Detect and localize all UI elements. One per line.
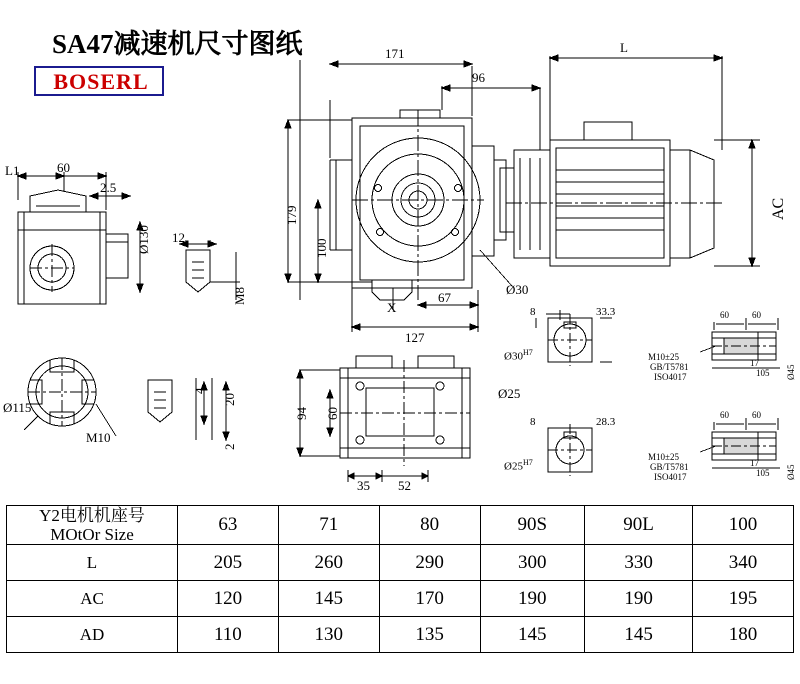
dim-AC: AC — [770, 197, 787, 220]
cell-AD-3: 145 — [480, 617, 585, 653]
page-title: SA47减速机尺寸图纸 — [52, 29, 303, 59]
dim-X: X — [387, 300, 397, 315]
dim-M10: M10 — [86, 430, 111, 445]
cell-size-4: 90L — [585, 506, 693, 545]
cell-AD-1: 130 — [278, 617, 379, 653]
cell-size-5: 100 — [693, 506, 794, 545]
dim-20: 20 — [222, 393, 237, 406]
dim-key-m10-a: M10±25 — [648, 352, 679, 362]
dim-60-left: 60 — [325, 407, 340, 420]
dim-key-gb-a: GB/T5781 — [650, 362, 689, 372]
cell-L-5: 340 — [693, 545, 794, 581]
dim-key-d45-b: Ø45 — [786, 464, 796, 480]
dim-d115: Ø115 — [3, 400, 32, 415]
dim-key-gb-b: GB/T5781 — [650, 462, 689, 472]
dim-key-iso-a: ISO4017 — [654, 372, 687, 382]
dim-key-105-a: 105 — [756, 368, 770, 378]
dim-12: 12 — [172, 230, 185, 245]
dim-8-upper: 8 — [530, 306, 536, 318]
dim-key-17-b: 17 — [750, 458, 759, 468]
dim-179: 179 — [284, 205, 299, 225]
dim-key-m10-b: M10±25 — [648, 452, 679, 462]
dim-28p3: 28.3 — [596, 416, 616, 428]
cell-size-3: 90S — [480, 506, 585, 545]
dim-33p3: 33.3 — [596, 306, 616, 318]
cell-AD-0: 110 — [178, 617, 279, 653]
dim-L1: L1 — [5, 163, 20, 178]
cell-L-1: 260 — [278, 545, 379, 581]
cell-AC-0: 120 — [178, 581, 279, 617]
dim-2: 2 — [222, 443, 237, 450]
dim-L: L — [620, 40, 628, 55]
cell-AC-1: 145 — [278, 581, 379, 617]
dim-d130: Ø130 — [136, 225, 151, 254]
dim-96: 96 — [472, 70, 485, 85]
dim-key-60-d: 60 — [752, 410, 761, 420]
table-row-AD — [7, 617, 794, 653]
cell-size-2: 80 — [379, 506, 480, 545]
cell-AC-5: 195 — [693, 581, 794, 617]
cell-AD-5: 180 — [693, 617, 794, 653]
dim-d30-h7: $Ø30^{H7}$ — [504, 348, 533, 363]
cell-AD-4: 145 — [585, 617, 693, 653]
cell-L-4: 330 — [585, 545, 693, 581]
dim-52: 52 — [398, 478, 411, 493]
dim-60-topleft: 60 — [57, 160, 70, 175]
dim-key-60-a: 60 — [720, 310, 729, 320]
dim-94: 94 — [294, 407, 309, 420]
spec-table — [6, 505, 794, 653]
cell-size-1: 71 — [278, 506, 379, 545]
dim-key-iso-b: ISO4017 — [654, 472, 687, 482]
table-row-L — [7, 545, 794, 581]
dim-35: 35 — [357, 478, 370, 493]
row-header-motor-size-en: MOtOr Size — [50, 525, 134, 544]
dim-127: 127 — [405, 330, 425, 345]
dim-2p5: 2.5 — [100, 180, 117, 195]
dim-4: 4 — [192, 387, 207, 394]
cell-L-3: 300 — [480, 545, 585, 581]
cell-AD-2: 135 — [379, 617, 480, 653]
dim-171: 171 — [385, 46, 405, 61]
cell-AC-3: 190 — [480, 581, 585, 617]
dim-d30: Ø30 — [506, 282, 529, 297]
dim-M8: M8 — [232, 286, 247, 305]
dim-d25-h7: $Ø25^{H7}$ — [504, 458, 533, 473]
table-row-motor-size — [7, 506, 794, 545]
row-header-AC: AC — [7, 581, 178, 617]
cell-L-0: 205 — [178, 545, 279, 581]
dim-8-lower: 8 — [530, 416, 536, 428]
dim-key-60-b: 60 — [752, 310, 761, 320]
cell-AC-2: 170 — [379, 581, 480, 617]
dim-key-d45-a: Ø45 — [786, 364, 796, 380]
dim-key-105-b: 105 — [756, 468, 770, 478]
row-header-motor-size — [7, 506, 178, 545]
logo-text: BOSERL — [53, 69, 149, 94]
cell-L-2: 290 — [379, 545, 480, 581]
cell-size-0: 63 — [178, 506, 279, 545]
row-header-motor-size-cn: Y2电机机座号 — [39, 506, 145, 525]
row-header-AD: AD — [7, 617, 178, 653]
dim-d25: Ø25 — [498, 386, 521, 401]
cell-AC-4: 190 — [585, 581, 693, 617]
dim-100: 100 — [314, 238, 329, 258]
row-header-L: L — [7, 545, 178, 581]
dim-key-60-c: 60 — [720, 410, 729, 420]
dim-67: 67 — [438, 290, 451, 305]
table-row-AC — [7, 581, 794, 617]
dim-key-17-a: 17 — [750, 358, 759, 368]
